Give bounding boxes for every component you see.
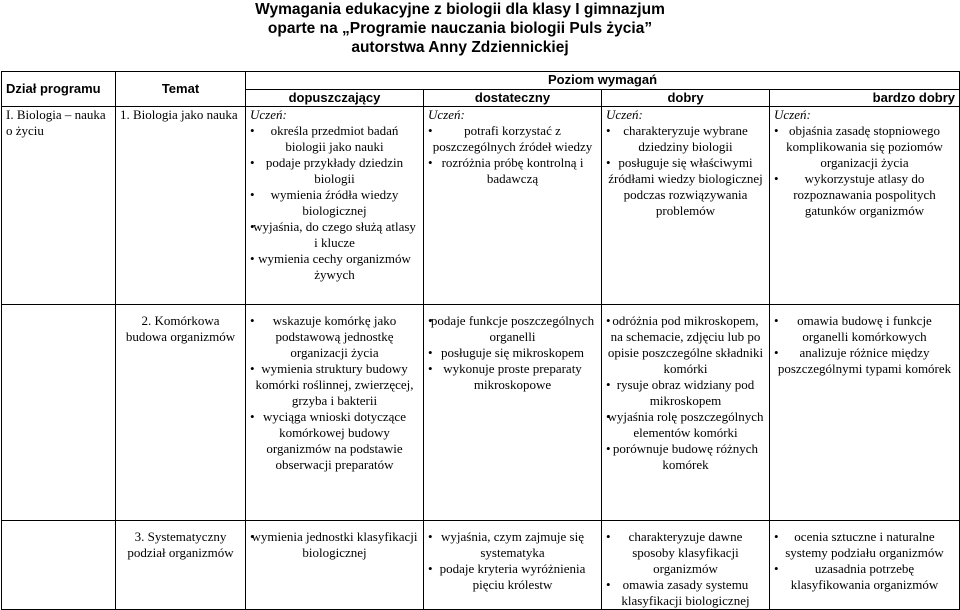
list-item: • analizuje różnice między poszczególnymi typami komórek [774, 345, 955, 377]
list-item: • wymienia źródła wiedzy biologicznej [250, 187, 419, 219]
list-item: • posługuje się właściwymi źródłami wiedzy biologicznej podczas rozwiązywania problemów [606, 155, 765, 219]
uczen-label: Uczeń: [606, 107, 643, 122]
header-dzial-programu: Dział programu [2, 72, 116, 107]
list-item: • wymienia struktury budowy komórki roślinnej, zwierzęcej, grzyba i bakterii [250, 361, 419, 409]
list-item: • uzasadnia potrzebę klasyfikowania organizmów [774, 561, 955, 593]
uczen-label: Uczeń: [428, 107, 465, 122]
list-item: • potrafi korzystać z poszczególnych źródeł wiedzy [428, 123, 597, 155]
list-item: • wskazuje komórkę jako podstawową jednostkę organizacji życia [250, 313, 419, 361]
header-temat: Temat [116, 72, 246, 107]
requirements-list [428, 313, 597, 393]
requirements-list [250, 313, 419, 473]
list-item: • podaje przykłady dziedzin biologii [250, 155, 419, 187]
list-item: • omawia zasady systemu klasyfikacji biologicznej [606, 577, 765, 609]
requirements-list [606, 313, 765, 473]
list-item: • objaśnia zasadę stopniowego komplikowania się poziomów organizacji życia [774, 123, 955, 171]
title-line-3: autorstwa Anny Zdziennickiej [351, 39, 569, 56]
list-item: • wykorzystuje atlasy do rozpoznawania pospolitych gatunków organizmów [774, 171, 955, 219]
list-item: • wykonuje proste preparaty mikroskopowe [428, 361, 597, 393]
list-item: • podaje kryteria wyróżnienia pięciu królestw [428, 561, 597, 593]
requirements-list [606, 123, 765, 219]
cell-bardzo-dobry [770, 521, 960, 610]
requirements-list [250, 123, 419, 283]
list-item: • wyjaśnia rolę poszczególnych elementów komórki [606, 409, 765, 441]
cell-bardzo-dobry [770, 305, 960, 521]
header-level-dopuszczajacy: dopuszczający [246, 90, 424, 107]
cell-temat: 1. Biologia jako nauka [116, 107, 246, 305]
list-item: • określa przedmiot badań biologii jako nauki [250, 123, 419, 155]
list-item: • charakteryzuje dawne sposoby klasyfikacji organizmów [606, 529, 765, 577]
cell-bardzo-dobry [770, 107, 960, 305]
header-level-dostateczny: dostateczny [424, 90, 602, 107]
requirements-list [428, 529, 597, 593]
cell-temat: 3. Systematyczny podział organizmów [116, 521, 246, 610]
cell-dzial [2, 305, 116, 521]
requirements-list [774, 123, 955, 219]
title-line-2: oparte na „Programie nauczania biologii Puls życia” [267, 20, 653, 37]
uczen-label: Uczeń: [774, 107, 811, 122]
cell-dobry [602, 107, 770, 305]
list-item: • posługuje się mikroskopem [428, 345, 597, 361]
requirements-list [250, 529, 419, 561]
list-item: • wyjaśnia, czym zajmuje się systematyka [428, 529, 597, 561]
list-item: • wyjaśnia, do czego służą atlasy i klucze [250, 219, 419, 251]
cell-dobry [602, 521, 770, 610]
cell-dopuszczajacy [246, 107, 424, 305]
cell-dostateczny [424, 305, 602, 521]
cell-dopuszczajacy [246, 521, 424, 610]
header-level-dobry: dobry [602, 90, 770, 107]
document-title [0, 0, 960, 57]
list-item: • rozróżnia próbę kontrolną i badawczą [428, 155, 597, 187]
list-item: • wyciąga wnioski dotyczące komórkowej budowy organizmów na podstawie obserwacji preparatów [250, 409, 419, 473]
list-item: • ocenia sztuczne i naturalne systemy podziału organizmów [774, 529, 955, 561]
requirements-list [428, 123, 597, 187]
cell-dobry [602, 305, 770, 521]
list-item: • wymienia cechy organizmów żywych [250, 251, 419, 283]
table-row [2, 305, 960, 521]
list-item: • omawia budowę i funkcje organelli komórkowych [774, 313, 955, 345]
cell-dzial [2, 521, 116, 610]
header-poziom-wymagan: Poziom wymagań [246, 72, 960, 90]
requirements-list [774, 313, 955, 377]
cell-dostateczny [424, 107, 602, 305]
cell-temat: 2. Komórkowa budowa organizmów [116, 305, 246, 521]
list-item: • podaje funkcje poszczególnych organelli [428, 313, 597, 345]
list-item: • charakteryzuje wybrane dziedziny biologii [606, 123, 765, 155]
list-item: • wymienia jednostki klasyfikacji biologicznej [250, 529, 419, 561]
cell-dostateczny [424, 521, 602, 610]
title-line-1: Wymagania edukacyjne z biologii dla klasy I gimnazjum [255, 1, 665, 18]
table-row [2, 107, 960, 305]
list-item: • rysuje obraz widziany pod mikroskopem [606, 377, 765, 409]
list-item: • porównuje budowę różnych komórek [606, 441, 765, 473]
table-row [2, 521, 960, 610]
requirements-table [1, 71, 960, 610]
list-item: • odróżnia pod mikroskopem, na schemacie, zdjęciu lub po opisie poszczególne składniki komórki [606, 313, 765, 377]
requirements-list [606, 529, 765, 609]
requirements-list [774, 529, 955, 593]
cell-dopuszczajacy [246, 305, 424, 521]
uczen-label: Uczeń: [250, 107, 287, 122]
header-level-bardzo-dobry: bardzo dobry [770, 90, 960, 107]
cell-dzial: I. Biologia – nauka o życiu [2, 107, 116, 305]
